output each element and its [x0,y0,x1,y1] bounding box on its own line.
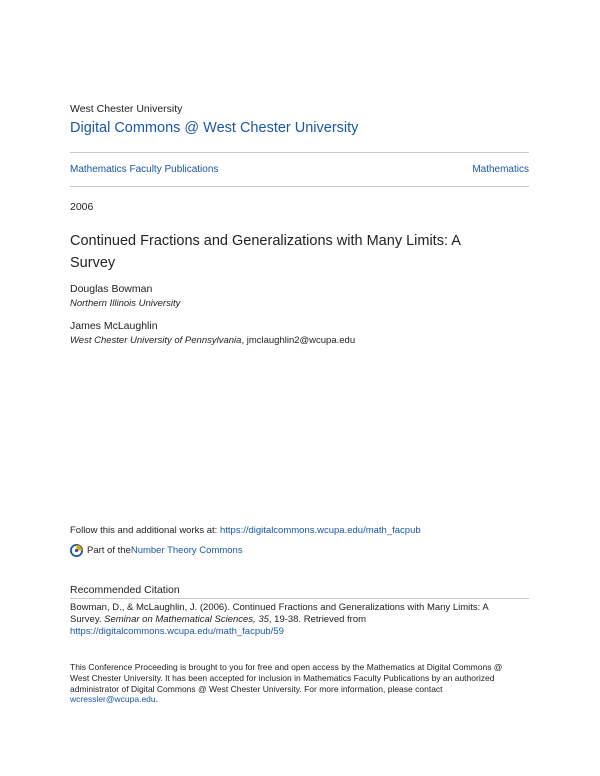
author-1 [70,283,180,310]
citation-line-2 [70,614,540,626]
citation-line-1: Bowman, D., & McLaughlin, J. (2006). Continued Fractions and Generalizations with Many Limits: A [70,602,489,613]
access-notice [70,662,540,705]
contact-email-link[interactable]: wcressler@wcupa.edu [70,694,156,705]
follow-url-link[interactable]: https://digitalcommons.wcupa.edu/math_facpub [219,525,421,536]
notice-line-2: West Chester University. It has been accepted for inclusion in Mathematics Faculty Publications by an authorized [70,672,495,683]
citation-pages: , 19-38. Retrieved from [268,614,367,625]
author-1-affiliation: Northern Illinois University [70,298,181,309]
notice-line-4 [70,694,540,705]
collection-link[interactable]: Mathematics Faculty Publications [70,164,219,175]
notice-line-3: administrator of Digital Commons @ West Chester University. For more information, please contact [70,683,443,694]
follow-line [70,525,421,537]
author-2-details [70,334,355,347]
paper-title [70,230,461,274]
author-2-affiliation: West Chester University of Pennsylvania [70,335,242,346]
author-2 [70,320,355,347]
divider-top [70,152,529,153]
repository-link[interactable]: Digital Commons @ West Chester University [70,120,359,136]
department-link[interactable]: Mathematics [472,164,529,175]
paper-title-line-1: Continued Fractions and Generalizations with Many Limits: A [70,233,461,249]
author-1-name: Douglas Bowman [70,283,153,295]
citation-body [70,602,540,638]
author-2-email: , jmclaughlin2@wcupa.edu [241,335,356,346]
divider-nav [70,186,529,187]
number-theory-commons-link[interactable]: Number Theory Commons [130,544,243,556]
citation-heading: Recommended Citation [70,584,180,596]
notice-end: . [155,694,159,705]
publication-year: 2006 [70,201,94,213]
open-access-icon [70,544,83,557]
citation-url-link[interactable]: https://digitalcommons.wcupa.edu/math_facpub/59 [70,626,284,637]
follow-prefix: Follow this and additional works at: [70,525,220,536]
author-2-name: James McLaughlin [70,320,158,332]
part-of-prefix: Part of the [87,544,131,556]
institution-name: West Chester University [70,103,183,115]
paper-title-line-2: Survey [70,255,116,271]
divider-citation [70,598,529,599]
citation-journal: Seminar on Mathematical Sciences, 35 [104,614,269,625]
citation-survey: Survey. [70,614,105,625]
notice-line-1: This Conference Proceeding is brought to you for free and open access by the Mathematics at Digital Commons @ [70,662,503,672]
part-of-line [70,544,243,557]
